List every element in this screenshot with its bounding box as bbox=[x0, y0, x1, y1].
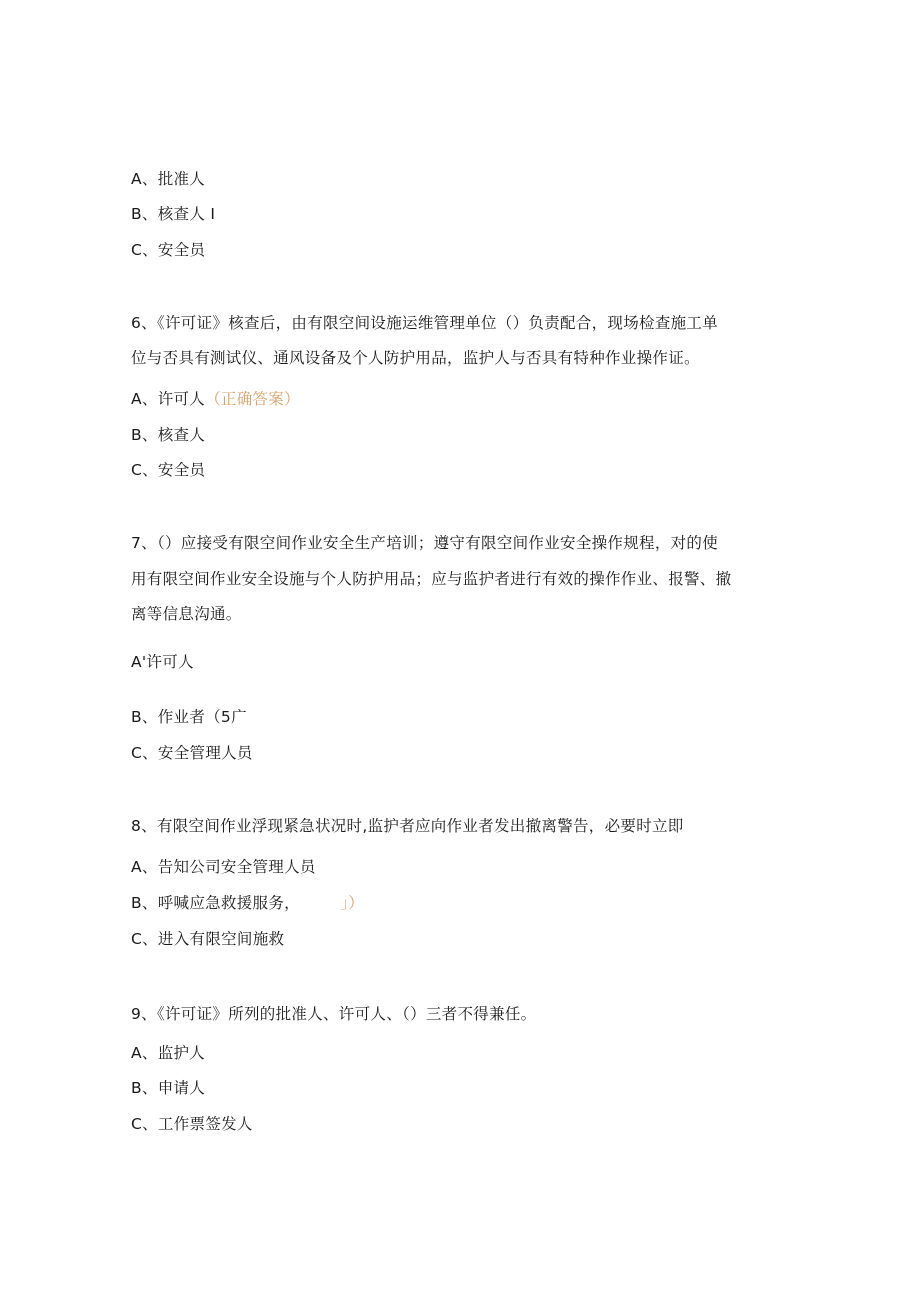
q6-stem-line-1: 6、《许可证》核查后，由有限空间设施运维管理单位（）负责配合，现场检查施工单 bbox=[131, 314, 719, 332]
q6-option-b: B、核查人 bbox=[131, 426, 206, 444]
q8-option-c: C、进入有限空间施救 bbox=[131, 930, 285, 948]
q8-option-b-mark: 」） bbox=[340, 894, 365, 912]
q8-stem: 8、有限空间作业浮现紧急状况时,监护者应向作业者发出撤离警告，必要时立即 bbox=[131, 817, 684, 835]
q7-option-b: B、作业者（5广 bbox=[131, 708, 247, 726]
q8-option-a: A、告知公司安全管理人员 bbox=[131, 858, 316, 876]
prev-option-a: A、批准人 bbox=[131, 170, 206, 188]
prev-option-b: B、核查人 I bbox=[131, 205, 216, 223]
q7-stem-line-1: 7、（）应接受有限空间作业安全生产培训；遵守有限空间作业安全操作规程，对的使 bbox=[131, 534, 719, 552]
prev-option-c: C、安全员 bbox=[131, 241, 206, 259]
q9-stem: 9、《许可证》所列的批准人、许可人、（）三者不得兼任。 bbox=[131, 1005, 537, 1023]
q6-correct-answer-tag: （正确答案） bbox=[205, 390, 300, 408]
q6-stem-line-2: 位与否具有测试仪、通风设备及个人防护用品，监护人与否具有特种作业操作证。 bbox=[131, 349, 700, 367]
q7-option-c: C、安全管理人员 bbox=[131, 744, 253, 762]
q6-option-a-label: A、许可人 bbox=[131, 390, 206, 408]
q6-option-a bbox=[131, 389, 300, 409]
q9-option-c: C、工作票签发人 bbox=[131, 1115, 253, 1133]
q7-stem-line-2: 用有限空间作业安全设施与个人防护用品；应与监护者进行有效的操作作业、报警、撤 bbox=[131, 570, 732, 588]
q7-option-a: A'许可人 bbox=[131, 653, 194, 671]
q9-option-a: A、监护人 bbox=[131, 1044, 206, 1062]
q6-option-c: C、安全员 bbox=[131, 461, 206, 479]
q8-option-b-label: B、呼喊应急救援服务， bbox=[131, 894, 293, 912]
q9-option-b: B、申请人 bbox=[131, 1079, 206, 1097]
q8-option-b bbox=[131, 893, 364, 913]
q7-stem-line-3: 离等信息沟通。 bbox=[131, 605, 242, 623]
